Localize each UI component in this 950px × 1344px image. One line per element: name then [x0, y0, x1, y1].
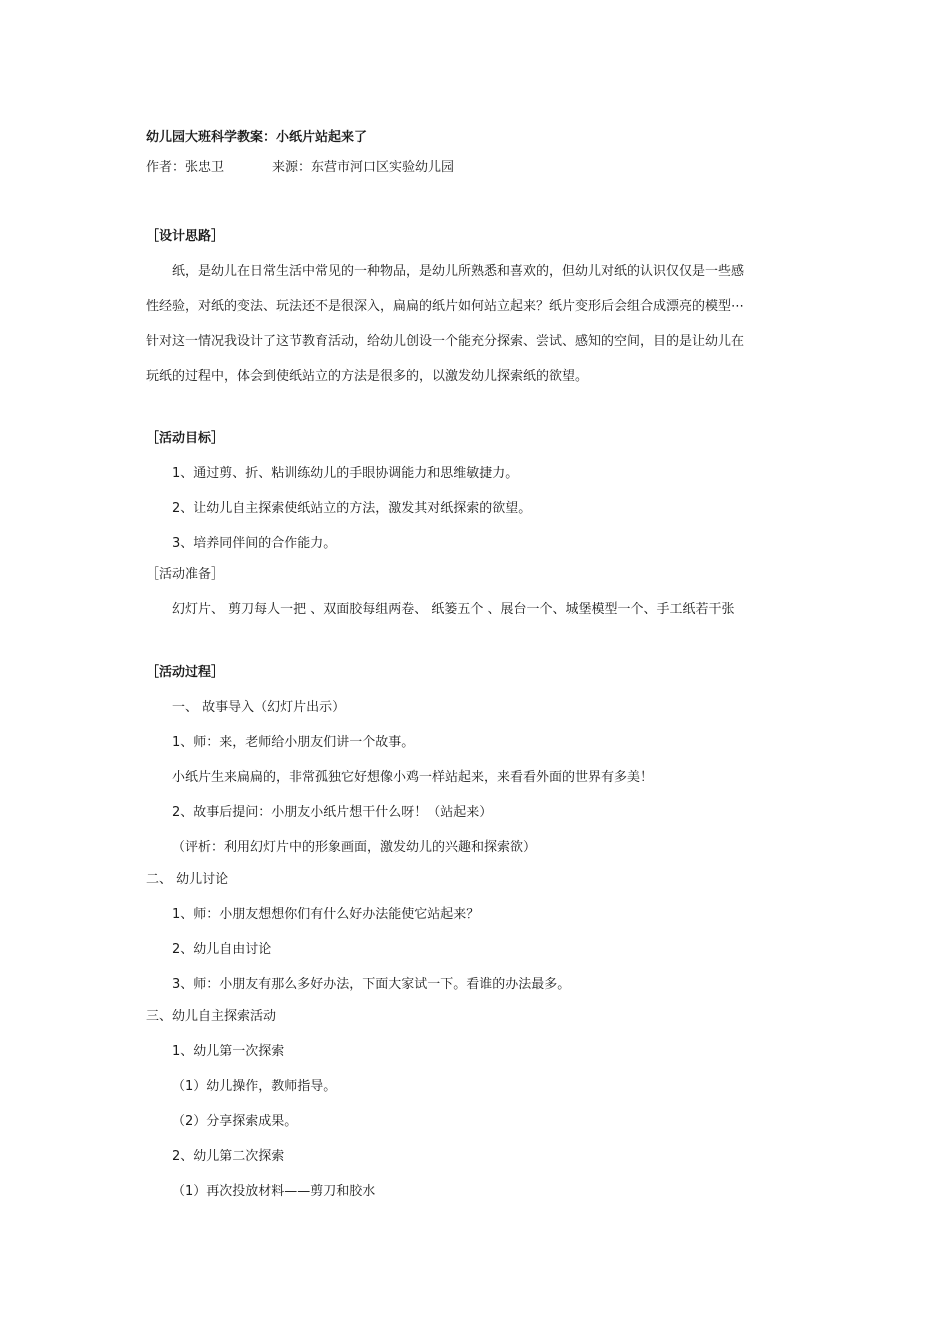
design-heading: ［设计思路］: [146, 229, 225, 244]
goals-heading: ［活动目标］: [146, 431, 225, 446]
process-line: 1、师：来，老师给小朋友们讲一个故事。: [172, 735, 415, 750]
design-line: 玩纸的过程中，体会到使纸站立的方法是很多的，以激发幼儿探索纸的欲望。: [146, 369, 589, 384]
design-line: 针对这一情况我设计了这节教育活动，给幼儿创设一个能充分探索、尝试、感知的空间，目的是让幼儿在: [146, 334, 745, 349]
process-heading: ［活动过程］: [146, 665, 225, 680]
author-label: 作者：张忠卫: [146, 160, 225, 175]
process-line: （2）分享探索成果。: [172, 1114, 298, 1129]
process-line: 1、幼儿第一次探索: [172, 1044, 285, 1059]
process-line: 3、师：小朋友有那么多好办法，下面大家试一下。看谁的办法最多。: [172, 977, 571, 992]
process-line: 2、幼儿自由讨论: [172, 942, 272, 957]
prep-text: 幻灯片、 剪刀每人一把 、双面胶每组两卷、 纸篓五个 、展台一个、城堡模型一个、手工纸若干张: [172, 602, 735, 617]
document-title: 幼儿园大班科学教案：小纸片站起来了: [146, 130, 368, 145]
design-line: 纸，是幼儿在日常生活中常见的一种物品，是幼儿所熟悉和喜欢的，但幼儿对纸的认识仅仅是一些感: [172, 264, 745, 279]
process-line: 1、师：小朋友想想你们有什么好办法能使它站起来？: [172, 907, 480, 922]
process-line: 2、幼儿第二次探索: [172, 1149, 285, 1164]
goal-item: 3、培养同伴间的合作能力。: [172, 536, 337, 551]
process-line: 2、故事后提问：小朋友小纸片想干什么呀！（站起来）: [172, 805, 493, 820]
process-line: 三、幼儿自主探索活动: [146, 1009, 277, 1024]
goal-item: 1、通过剪、折、粘训练幼儿的手眼协调能力和思维敏捷力。: [172, 466, 519, 481]
goal-item: 2、让幼儿自主探索使纸站立的方法，激发其对纸探索的欲望。: [172, 501, 532, 516]
prep-heading: ［活动准备］: [146, 567, 225, 582]
process-line: （评析：利用幻灯片中的形象画面，激发幼儿的兴趣和探索欲）: [172, 840, 537, 855]
process-line: （1）再次投放材料——剪刀和胶水: [172, 1184, 376, 1199]
author-line: [146, 159, 454, 177]
source-label: 来源：东营市河口区实验幼儿园: [272, 160, 455, 175]
process-line: （1）幼儿操作，教师指导。: [172, 1079, 337, 1094]
process-line: 小纸片生来扁扁的，非常孤独它好想像小鸡一样站起来，来看看外面的世界有多美！: [172, 770, 654, 785]
process-line: 一、 故事导入（幻灯片出示）: [172, 700, 346, 715]
process-line: 二、 幼儿讨论: [146, 872, 229, 887]
design-line: 性经验，对纸的变法、玩法还不是很深入，扁扁的纸片如何站立起来？纸片变形后会组合成漂亮的模型⋯: [146, 299, 745, 314]
